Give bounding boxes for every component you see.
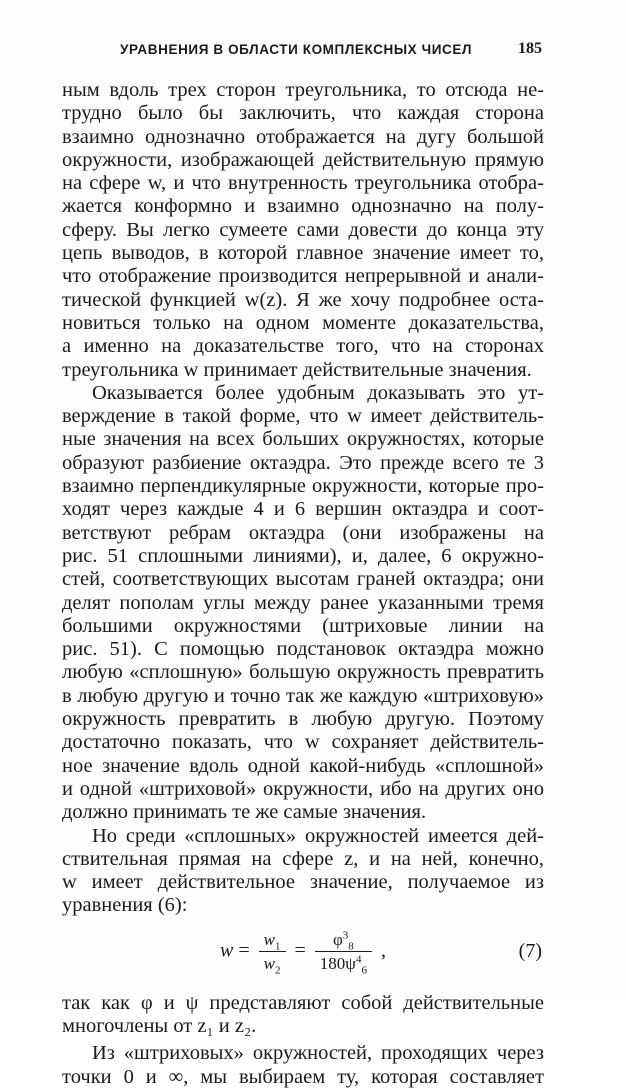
text-line: сферу. Вы легко сумеете сами довести до конца эту: [62, 218, 544, 241]
text-line: ным вдоль трех сторон треугольника, то отсюда не-: [62, 79, 544, 101]
equation-body: [62, 929, 544, 977]
text-line: делят пополам углы между ранее указанными тремя: [62, 591, 544, 614]
paragraph-2: [62, 382, 544, 825]
running-title: УРАВНЕНИЯ В ОБЛАСТИ КОМПЛЕКСНЫХ ЧИСЕЛ: [120, 42, 473, 57]
eq-equals-sign: =: [238, 939, 250, 962]
eq-trailing-comma: ,: [380, 939, 386, 962]
text-line: w имеет действительное значение, получаемое из: [62, 871, 544, 894]
fraction-numerator: [259, 930, 286, 952]
text-line: Оказывается более удобным доказывать это ут-: [92, 381, 544, 404]
text-line: в любую другую и точно так же каждую «штриховую»: [62, 684, 544, 707]
text-line: а именно на доказательстве того, что на сторонах: [62, 335, 544, 358]
eq-subscript: 2: [275, 964, 281, 977]
eq-superscript: 3: [342, 929, 349, 942]
eq-lhs: w: [220, 939, 234, 962]
text-line: тической функцией w(z). Я же хочу подробнее оста-: [62, 288, 544, 311]
running-head: [62, 42, 542, 64]
fraction-w1-over-w2: [259, 929, 286, 977]
text-line: уравнения (6):: [62, 894, 188, 917]
eq-symbol: w: [263, 953, 276, 973]
paragraph-4: [62, 1042, 544, 1089]
text-line: ные значения на всех больших окружностях, которые: [62, 428, 544, 451]
text-line: взаимно однозначно отображается на дугу большой: [62, 125, 544, 148]
text-line: верждение в такой форме, что w имеет действитель-: [62, 405, 544, 428]
text-line: что отображение производится непрерывной и анали-: [62, 265, 544, 288]
text-line: новиться только на одном моменте доказательства,: [62, 311, 544, 334]
eq-subscript: 6: [361, 964, 367, 977]
fraction-denominator: [315, 952, 372, 977]
eq-symbol: 180ψ: [319, 953, 356, 973]
text-line: большими окружностями (штриховые линии на: [62, 614, 544, 637]
body-text: [62, 79, 544, 1089]
eq-symbol: w: [263, 929, 276, 949]
eq-subscript: 1: [275, 940, 281, 953]
text-line: взаимно перпендикулярные окружности, которые про-: [62, 475, 544, 498]
text-line: ствительная прямая на сфере z, и на ней, конечно,: [62, 847, 544, 870]
text-line: окружности, изображающей действительную прямую: [62, 148, 544, 171]
paragraph-1: [62, 79, 544, 382]
fraction-denominator: [259, 952, 286, 977]
text-line: ходят через каждые 4 и 6 вершин октаэдра и соот-: [62, 498, 544, 521]
text-line: рис. 51 сплошными линиями), и, далее, 6 окружно-: [62, 544, 544, 567]
text-line: многочлены от z₁ и z₂.: [62, 1014, 257, 1037]
text-line: рис. 51). С помощью подстановок октаэдра можно: [62, 638, 544, 661]
eq-equals-sign: =: [294, 939, 306, 962]
paragraph-3: [62, 825, 544, 918]
text-line: ветствуют ребрам октаэдра (они изображены на: [62, 521, 544, 544]
text-line: жается конформно и взаимно однозначно на полу-: [62, 195, 544, 218]
text-line: так как φ и ψ представляют собой действительные: [62, 991, 544, 1014]
paragraph-after-equation: [62, 992, 544, 1039]
fraction-numerator: [315, 930, 372, 952]
text-line: цепь выводов, в которой главное значение имеет то,: [62, 242, 544, 265]
text-line: любую «сплошную» большую окружность превратить: [62, 661, 544, 684]
text-line: трудно было бы заключить, что каждая сторона: [62, 102, 544, 125]
text-line: и одной «штриховой» окружности, ибо на других оно: [62, 777, 544, 800]
page-number: 185: [518, 40, 542, 57]
equation-7: [62, 918, 544, 992]
text-line: образуют разбиение октаэдра. Это прежде всего те 3: [62, 451, 544, 474]
text-line: достаточно показать, что w сохраняет действитель-: [62, 731, 544, 754]
fraction-phi-over-psi: [315, 929, 372, 977]
text-line: стей, соответствующих высотам граней октаэдра; они: [62, 568, 544, 591]
equation-number: (7): [518, 939, 542, 962]
eq-superscript: 4: [355, 953, 362, 966]
text-line: точки 0 и ∞, мы выбираем ту, которая составляет: [62, 1065, 544, 1088]
eq-subscript: 8: [348, 940, 354, 953]
text-line: окружность превратить в любую другую. Поэтому: [62, 708, 544, 731]
eq-symbol: φ: [332, 929, 343, 949]
text-line: Но среди «сплошных» окружностей имеется дей-: [92, 824, 544, 847]
text-line: должно принимать те же самые значения.: [62, 801, 427, 824]
text-line: на сфере w, и что внутренность треугольника отобра-: [62, 172, 544, 195]
text-line: ное значение вдоль одной какой-нибудь «сплошной»: [62, 754, 544, 777]
text-line: треугольника w принимает действительные значения.: [62, 358, 532, 381]
text-line: Из «штриховых» окружностей, проходящих через: [92, 1042, 544, 1065]
